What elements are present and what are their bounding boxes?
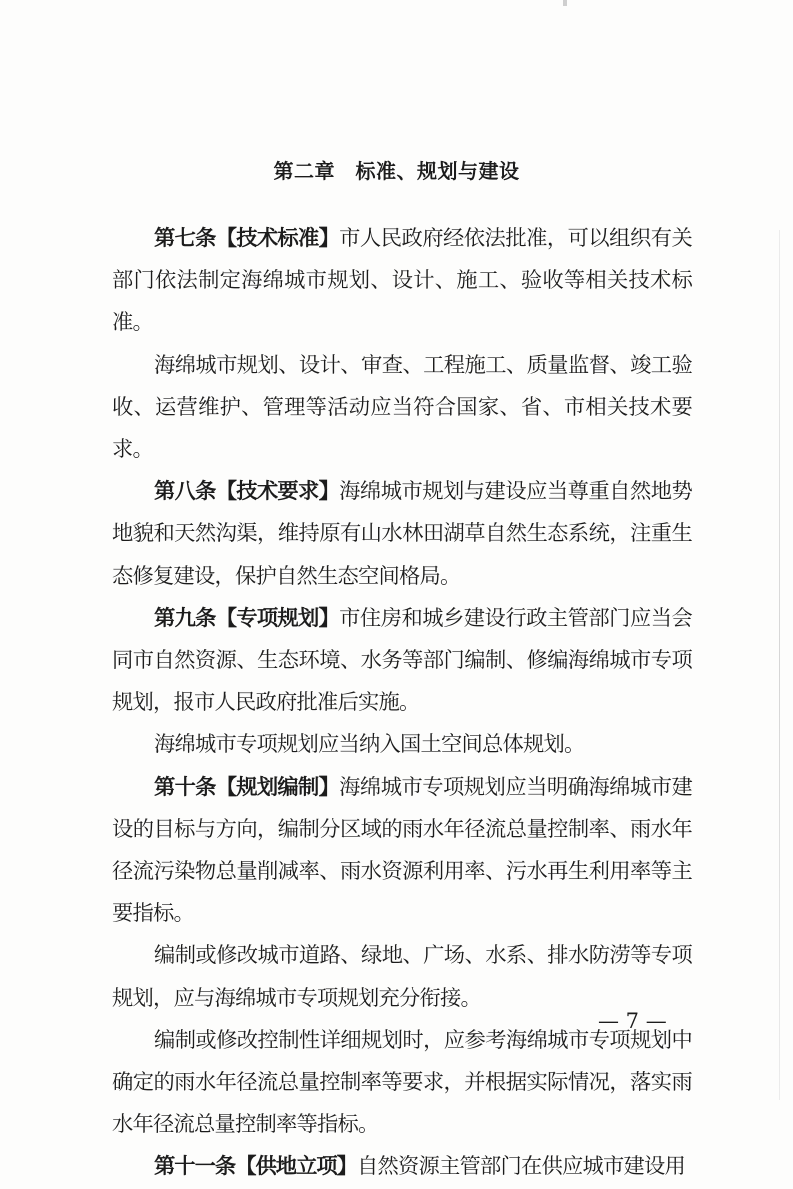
article-text: 海绵城市专项规划应当纳入国土空间总体规划。	[154, 732, 585, 758]
article-text: 市住房和城乡建设行政主管部门应当会同市自然资源、生态环境、水务等部门编制、修编海绵城市专项规划，报市人民政府批准后实施。	[112, 605, 692, 716]
paragraph-article-10	[112, 767, 692, 936]
article-text: 编制或修改城市道路、绿地、广场、水系、排水防涝等专项规划，应与海绵城市专项规划充分衔接。	[112, 943, 692, 1011]
paragraph-article-10-cont-2	[112, 1020, 692, 1147]
page-number: — 7 —	[598, 1009, 667, 1033]
paragraph-article-7-cont	[112, 345, 692, 472]
article-heading: 第十一条【供地立项】	[154, 1154, 357, 1180]
article-text: 市人民政府经依法批准，可以组织有关部门依法制定海绵城市规划、设计、施工、验收等相关技术标准。	[112, 226, 692, 336]
scan-edge-line	[779, 230, 780, 1100]
paragraph-article-9	[112, 598, 692, 725]
paragraph-article-9-cont	[112, 724, 692, 766]
article-heading: 第八条【技术要求】	[154, 479, 340, 505]
paragraph-article-7	[112, 218, 692, 345]
article-heading: 第九条【专项规划】	[154, 605, 340, 631]
article-heading: 第七条【技术标准】	[154, 226, 340, 251]
article-heading: 第十条【规划编制】	[154, 774, 340, 800]
paragraph-article-11	[112, 1146, 692, 1188]
article-text: 海绵城市规划与建设应当尊重自然地势地貌和天然沟渠，维持原有山水林田湖草自然生态系统，注重生态修复建设，保护自然生态空间格局。	[112, 479, 692, 589]
article-text: 海绵城市专项规划应当明确海绵城市建设的目标与方向，编制分区域的雨水年径流总量控制率、雨水年径流污染物总量削减率、雨水资源利用率、污水再生利用率等主要指标。	[112, 774, 692, 927]
article-text: 海绵城市规划、设计、审查、工程施工、质量监督、竣工验收、运营维护、管理等活动应当符合国家、省、市相关技术要求。	[112, 352, 692, 463]
document-body	[112, 218, 692, 1189]
scan-mark	[563, 0, 567, 6]
chapter-title: 第二章 标准、规划与建设	[273, 159, 520, 183]
article-text: 编制或修改控制性详细规划时，应参考海绵城市专项规划中确定的雨水年径流总量控制率等要求，并根据实际情况，落实雨水年径流总量控制率等指标。	[112, 1027, 692, 1138]
paragraph-article-8	[112, 471, 692, 598]
article-text: 自然资源主管部门在供应城市建设用	[356, 1154, 685, 1180]
